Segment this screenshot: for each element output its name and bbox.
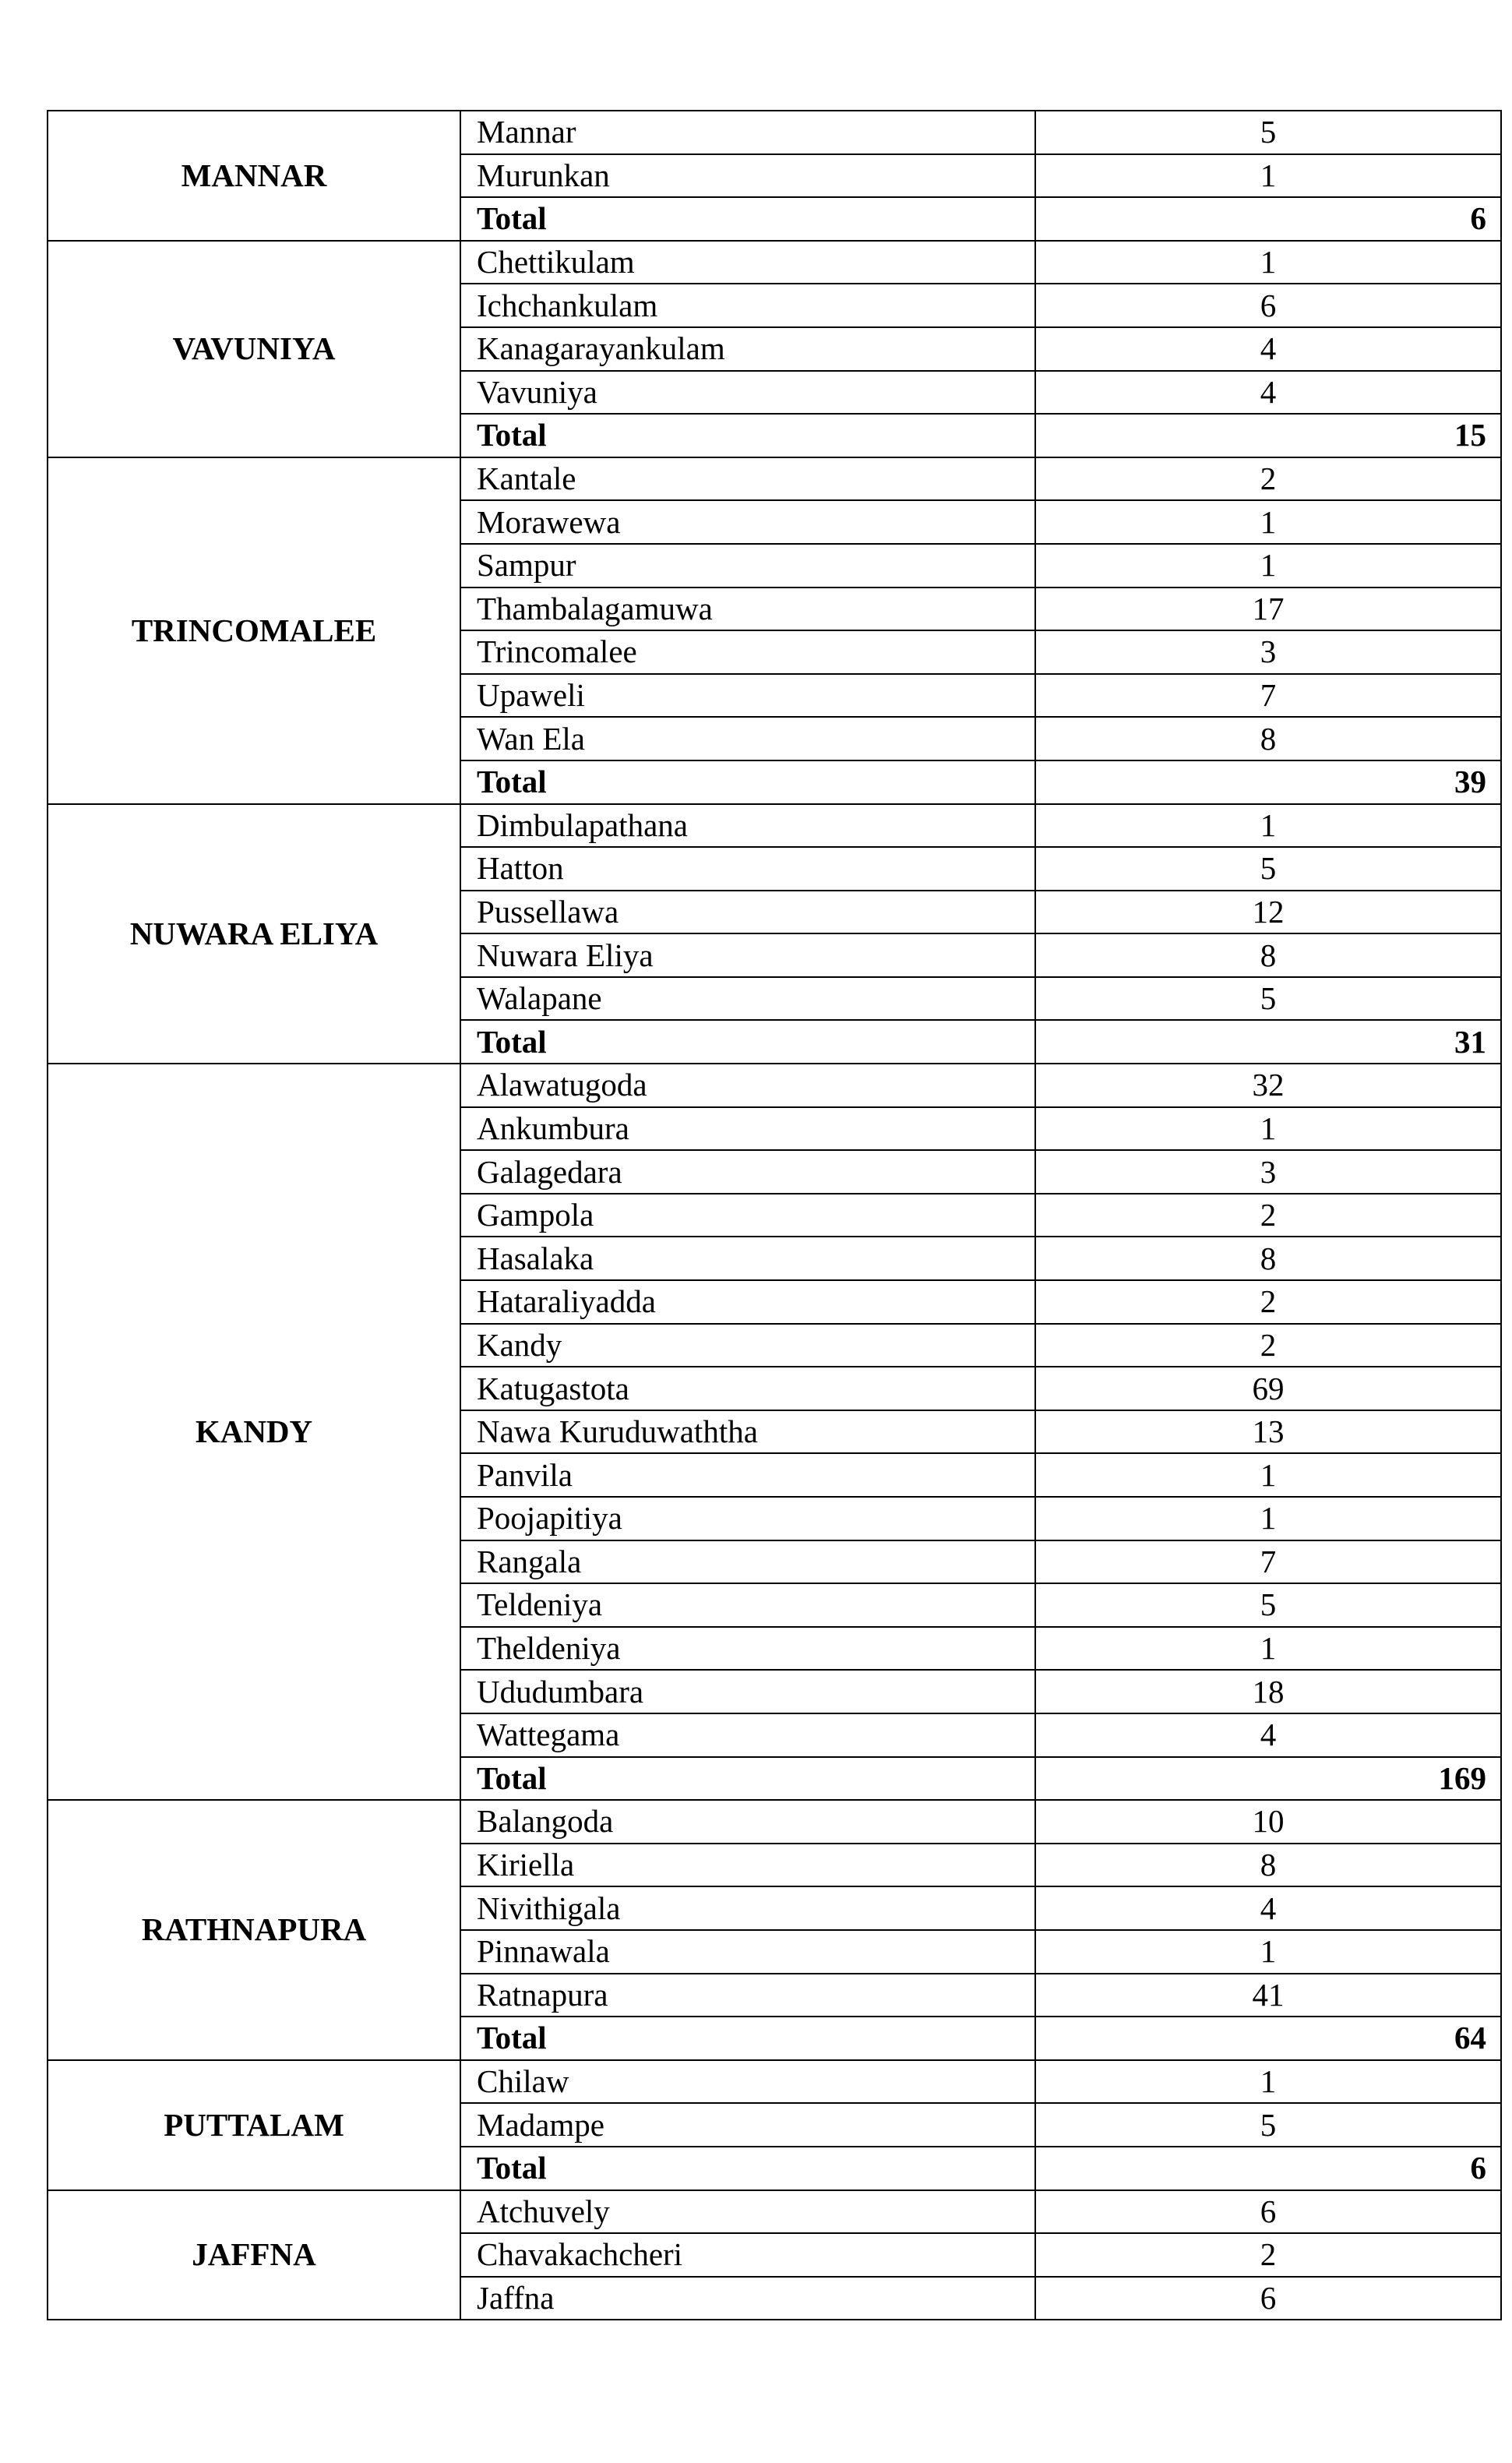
area-name: Trincomalee bbox=[460, 630, 1035, 674]
area-count: 2 bbox=[1035, 1194, 1501, 1237]
district-name: JAFFNA bbox=[48, 2190, 460, 2320]
area-count: 1 bbox=[1035, 1497, 1501, 1540]
area-name: Mannar bbox=[460, 111, 1035, 154]
area-name: Kandy bbox=[460, 1324, 1035, 1367]
area-count: 3 bbox=[1035, 630, 1501, 674]
total-label: Total bbox=[460, 2147, 1035, 2190]
area-name: Teldeniya bbox=[460, 1583, 1035, 1627]
area-count: 10 bbox=[1035, 1800, 1501, 1844]
area-name: Chavakachcheri bbox=[460, 2233, 1035, 2277]
total-value: 31 bbox=[1035, 1020, 1501, 1064]
total-value: 169 bbox=[1035, 1757, 1501, 1801]
area-count: 2 bbox=[1035, 2233, 1501, 2277]
table-row bbox=[48, 1800, 1501, 1844]
area-name: Balangoda bbox=[460, 1800, 1035, 1844]
area-name: Chilaw bbox=[460, 2060, 1035, 2104]
total-label: Total bbox=[460, 1757, 1035, 1801]
area-count: 41 bbox=[1035, 1974, 1501, 2017]
area-count: 1 bbox=[1035, 1453, 1501, 1497]
area-count: 1 bbox=[1035, 1930, 1501, 1974]
total-label: Total bbox=[460, 2017, 1035, 2060]
area-count: 8 bbox=[1035, 1237, 1501, 1280]
area-name: Vavuniya bbox=[460, 371, 1035, 415]
area-count: 6 bbox=[1035, 2277, 1501, 2320]
district-name: NUWARA ELIYA bbox=[48, 804, 460, 1064]
area-count: 17 bbox=[1035, 588, 1501, 631]
area-count: 2 bbox=[1035, 1324, 1501, 1367]
area-count: 69 bbox=[1035, 1367, 1501, 1410]
area-count: 1 bbox=[1035, 154, 1501, 198]
area-name: Theldeniya bbox=[460, 1627, 1035, 1671]
area-name: Hatton bbox=[460, 847, 1035, 891]
total-label: Total bbox=[460, 414, 1035, 457]
total-value: 6 bbox=[1035, 197, 1501, 241]
area-name: Nuwara Eliya bbox=[460, 933, 1035, 977]
area-name: Hasalaka bbox=[460, 1237, 1035, 1280]
area-name: Hataraliyadda bbox=[460, 1280, 1035, 1324]
district-name: KANDY bbox=[48, 1064, 460, 1800]
table-row bbox=[48, 111, 1501, 154]
area-name: Pussellawa bbox=[460, 891, 1035, 934]
area-count: 3 bbox=[1035, 1150, 1501, 1194]
area-count: 13 bbox=[1035, 1410, 1501, 1454]
area-count: 5 bbox=[1035, 847, 1501, 891]
area-count: 1 bbox=[1035, 2060, 1501, 2104]
area-count: 1 bbox=[1035, 804, 1501, 848]
area-count: 8 bbox=[1035, 1844, 1501, 1887]
area-name: Dimbulapathana bbox=[460, 804, 1035, 848]
area-name: Katugastota bbox=[460, 1367, 1035, 1410]
area-name: Jaffna bbox=[460, 2277, 1035, 2320]
area-name: Murunkan bbox=[460, 154, 1035, 198]
area-name: Sampur bbox=[460, 544, 1035, 588]
area-count: 5 bbox=[1035, 2103, 1501, 2147]
area-name: Alawatugoda bbox=[460, 1064, 1035, 1107]
area-count: 2 bbox=[1035, 1280, 1501, 1324]
total-value: 64 bbox=[1035, 2017, 1501, 2060]
table-row bbox=[48, 2190, 1501, 2234]
area-count: 4 bbox=[1035, 1886, 1501, 1930]
area-name: Ratnapura bbox=[460, 1974, 1035, 2017]
area-name: Poojapitiya bbox=[460, 1497, 1035, 1540]
total-value: 39 bbox=[1035, 760, 1501, 804]
area-name: Atchuvely bbox=[460, 2190, 1035, 2234]
area-count: 4 bbox=[1035, 1713, 1501, 1757]
table-body bbox=[48, 111, 1501, 2320]
area-count: 5 bbox=[1035, 977, 1501, 1021]
area-count: 8 bbox=[1035, 717, 1501, 760]
table-row bbox=[48, 241, 1501, 284]
area-count: 1 bbox=[1035, 500, 1501, 544]
area-count: 8 bbox=[1035, 933, 1501, 977]
area-name: Ankumbura bbox=[460, 1107, 1035, 1151]
area-count: 1 bbox=[1035, 544, 1501, 588]
area-count: 4 bbox=[1035, 371, 1501, 415]
area-name: Ichchankulam bbox=[460, 284, 1035, 327]
area-name: Panvila bbox=[460, 1453, 1035, 1497]
table-row bbox=[48, 804, 1501, 848]
area-name: Thambalagamuwa bbox=[460, 588, 1035, 631]
area-name: Nivithigala bbox=[460, 1886, 1035, 1930]
area-count: 1 bbox=[1035, 1627, 1501, 1671]
area-name: Kantale bbox=[460, 457, 1035, 501]
area-name: Chettikulam bbox=[460, 241, 1035, 284]
area-name: Walapane bbox=[460, 977, 1035, 1021]
area-count: 6 bbox=[1035, 284, 1501, 327]
area-name: Galagedara bbox=[460, 1150, 1035, 1194]
table-row bbox=[48, 1064, 1501, 1107]
district-name: VAVUNIYA bbox=[48, 241, 460, 457]
area-count: 18 bbox=[1035, 1670, 1501, 1713]
district-name: TRINCOMALEE bbox=[48, 457, 460, 804]
district-area-count-table bbox=[47, 110, 1502, 2320]
table-row bbox=[48, 457, 1501, 501]
total-label: Total bbox=[460, 197, 1035, 241]
district-name: RATHNAPURA bbox=[48, 1800, 460, 2060]
area-name: Morawewa bbox=[460, 500, 1035, 544]
area-name: Upaweli bbox=[460, 674, 1035, 718]
total-label: Total bbox=[460, 1020, 1035, 1064]
table-row bbox=[48, 2060, 1501, 2104]
area-name: Wan Ela bbox=[460, 717, 1035, 760]
area-count: 7 bbox=[1035, 1540, 1501, 1584]
area-count: 2 bbox=[1035, 457, 1501, 501]
total-value: 6 bbox=[1035, 2147, 1501, 2190]
area-count: 12 bbox=[1035, 891, 1501, 934]
area-name: Wattegama bbox=[460, 1713, 1035, 1757]
district-name: MANNAR bbox=[48, 111, 460, 241]
area-name: Ududumbara bbox=[460, 1670, 1035, 1713]
area-count: 6 bbox=[1035, 2190, 1501, 2234]
area-count: 7 bbox=[1035, 674, 1501, 718]
district-name: PUTTALAM bbox=[48, 2060, 460, 2190]
area-name: Rangala bbox=[460, 1540, 1035, 1584]
area-count: 5 bbox=[1035, 111, 1501, 154]
area-count: 5 bbox=[1035, 1583, 1501, 1627]
area-name: Madampe bbox=[460, 2103, 1035, 2147]
area-count: 1 bbox=[1035, 1107, 1501, 1151]
total-label: Total bbox=[460, 760, 1035, 804]
area-name: Nawa Kuruduwaththa bbox=[460, 1410, 1035, 1454]
area-name: Gampola bbox=[460, 1194, 1035, 1237]
area-count: 1 bbox=[1035, 241, 1501, 284]
area-name: Kanagarayankulam bbox=[460, 327, 1035, 371]
area-name: Kiriella bbox=[460, 1844, 1035, 1887]
area-count: 32 bbox=[1035, 1064, 1501, 1107]
area-name: Pinnawala bbox=[460, 1930, 1035, 1974]
area-count: 4 bbox=[1035, 327, 1501, 371]
total-value: 15 bbox=[1035, 414, 1501, 457]
